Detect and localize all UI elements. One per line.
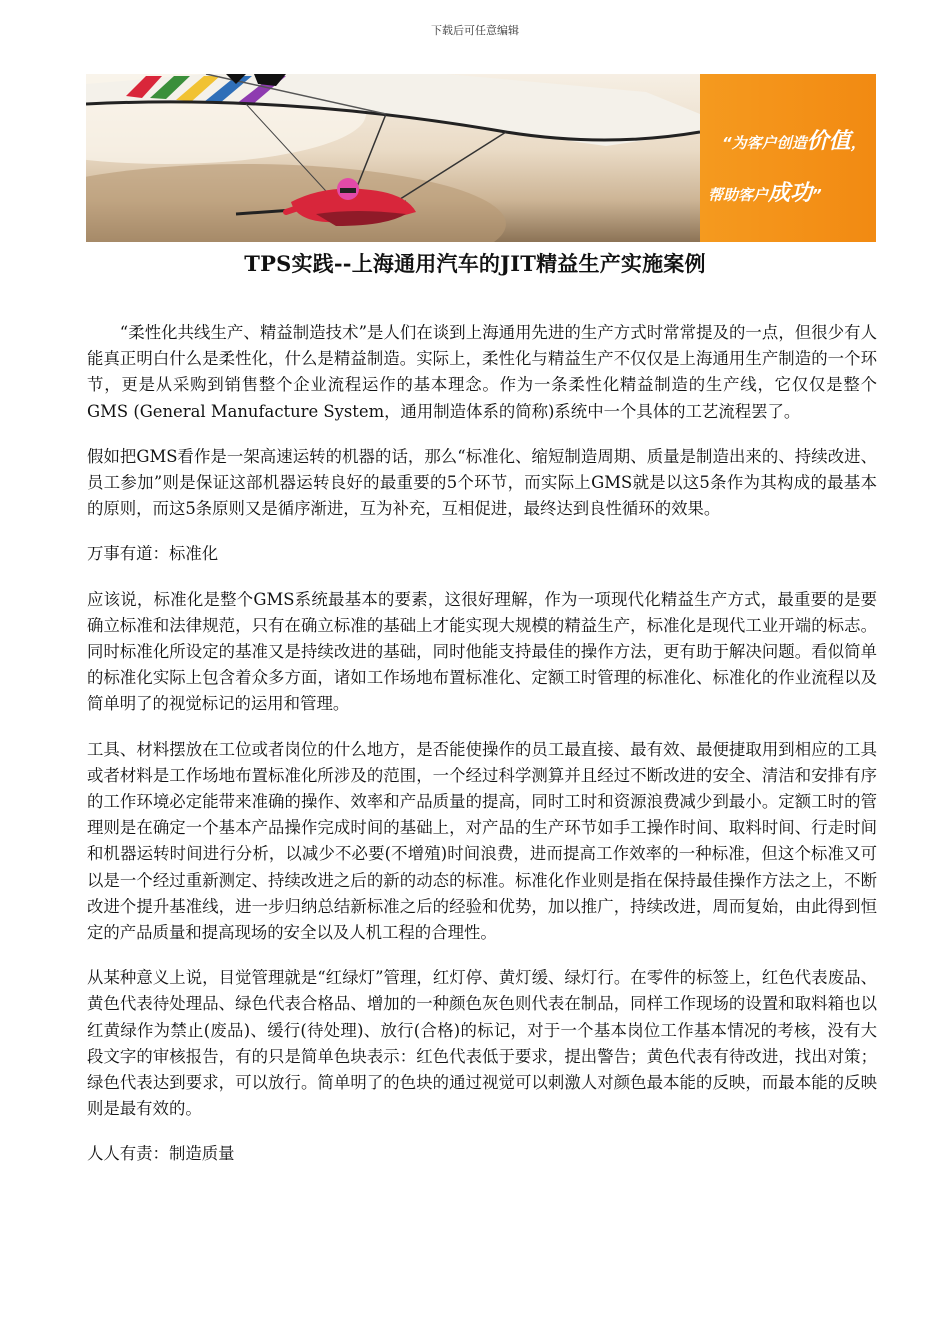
section-heading-quality: 人人有责：制造质量 — [87, 1144, 235, 1164]
banner-slogan — [700, 74, 876, 242]
slogan-line-1-prefix: “为客户创造 — [722, 134, 807, 152]
section-heading-standardization: 万事有道：标准化 — [87, 544, 219, 564]
slogan-line-2-prefix: 帮助客户 — [708, 186, 769, 204]
page-header-note: 下载后可任意编辑 — [431, 24, 519, 37]
paragraph-intro: “柔性化共线生产、精益制造技术”是人们在谈到上海通用先进的生产方式时常常提及的一点，但很少有人能真正明白什么是柔性化，什么是精益制造。实际上，柔性化与精益生产不仅仅是上海通用生产制造的一个环节，更是从采购到销售整个企业流程运作的基本理念。作为一条柔性化精益制造的生产线，它仅仅是整个GMS (General Manufacture System，通用制造体系的简称)系统中一个具体的工艺流程罢了。 — [87, 323, 877, 421]
document-title: TPS实践--上海通用汽车的JIT精益生产实施案例 — [244, 251, 706, 276]
slogan-line-2-suffix: ” — [812, 186, 822, 204]
paragraph-visual-management: 从某种意义上说，目觉管理就是“红绿灯”管理，红灯停、黄灯缓、绿灯行。在零件的标签上，红色代表废品、黄色代表待处理品、绿色代表合格品、增加的一种颜色灰色则代表在制品，同样工作现场的设置和取料箱也以红黄绿作为禁止(废品)、缓行(待处理)、放行(合格)的标记，对于一个基本岗位工作基本情况的考核，没有大段文字的审核报告，有的只是简单色块表示：红色代表低于要求，提出警告；黄色代表有待改进，找出对策；绿色代表达到要求，可以放行。简单明了的色块的通过视觉可以刺激人对颜色最本能的反映，而最本能的反映则是最有效的。 — [87, 968, 877, 1119]
paragraph-gms-principles: 假如把GMS看作是一架高速运转的机器的话，那么“标准化、缩短制造周期、质量是制造出来的、持续改进、员工参加”则是保证这部机器运转良好的最重要的5个环节，而实际上GMS就是以这5条作为其构成的最基本的原则，而这5条原则又是循序渐进，互为补充，互相促进，最终达到良性循环的效果。 — [87, 446, 877, 519]
paragraph-standardization: 应该说，标准化是整个GMS系统最基本的要素，这很好理解，作为一项现代化精益生产方式，最重要的是要确立标准和法律规范，只有在确立标准的基础上才能实现大规模的精益生产，标准化是现代工业开端的标志。同时标准化所设定的基准又是持续改进的基础，同时他能支持最佳的操作方法，更有助于解决问题。看似简单的标准化实际上包含着众多方面，诸如工作场地布置标准化、定额工时管理的标准化、标准化的作业流程以及简单明了的视觉标记的运用和管理。 — [87, 589, 877, 714]
slogan-value-emphasis: 价值 — [806, 129, 851, 154]
hang-glider-photo — [86, 74, 700, 242]
hang-glider-illustration — [86, 74, 700, 242]
paragraph-workplace-layout: 工具、材料摆放在工位或者岗位的什么地方，是否能使操作的员工最直接、最有效、最便捷取用到相应的工具或者材料是工作场地布置标准化所涉及的范围，一个经过科学测算并且经过不断改进的安全、清洁和安排有序的工作环境必定能带来准确的操作、效率和产品质量的提高，同时工时和资源浪费减少到最小。定额工时的管理则是在确定一个基本产品操作完成时间的基础上，对产品的生产环节如手工操作时间、取料时间、行走时间和机器运转时间进行分析，以减少不必要(不增殖)时间浪费，进而提高工作效率的一种标准，但这个标准又可以是一个经过重新测定、持续改进之后的新的动态的标准。标准化作业则是指在保持最佳操作方法之上，不断改进个提升基准线，进一步归纳总结新标准之后的经验和优势，加以推广，持续改进，周而复始，由此得到恒定的产品质量和提高现场的安全以及人机工程的合理性。 — [87, 739, 877, 943]
slogan-line-1 — [722, 124, 866, 155]
slogan-success-emphasis: 成功 — [768, 181, 813, 206]
slogan-line-2 — [708, 176, 822, 207]
banner — [86, 74, 876, 242]
slogan-line-1-suffix: ， — [850, 134, 866, 152]
document-body — [87, 320, 877, 1187]
